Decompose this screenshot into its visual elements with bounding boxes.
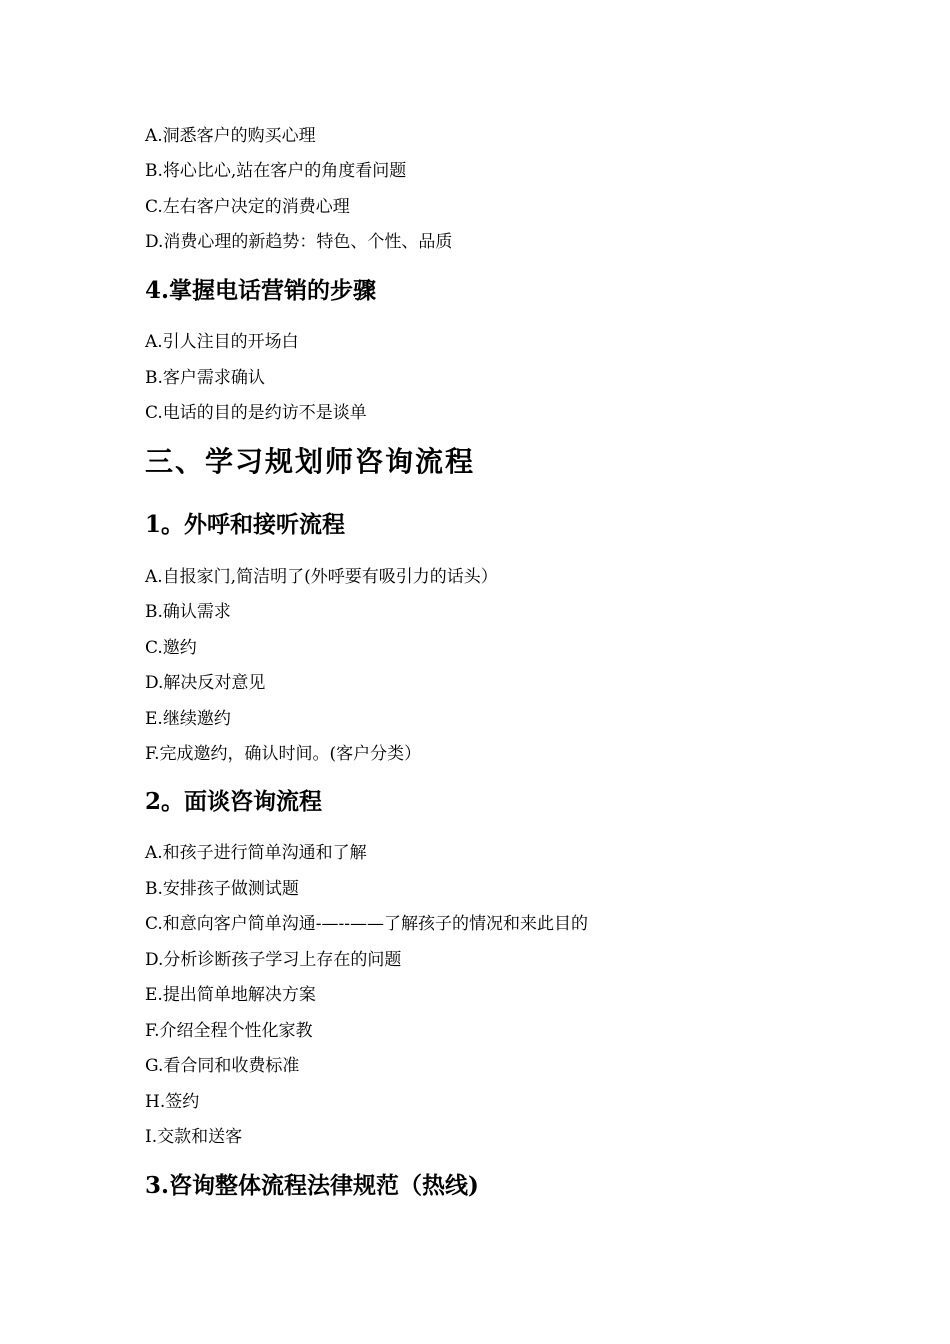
list-item: B.客户需求确认 [145,368,265,388]
section-heading-3: 3.咨询整体流程法律规范（热线) [145,1172,479,1199]
list-item: F.完成邀约，确认时间。(客户分类） [145,744,422,764]
list-item: C.邀约 [145,638,197,658]
list-item: D.消费心理的新趋势：特色、个性、品质 [145,232,453,252]
list-item: B.确认需求 [145,602,231,622]
list-item: E.继续邀约 [145,709,231,729]
chapter-heading: 三、学习规划师咨询流程 [145,445,476,478]
list-item: B.安排孩子做测试题 [145,879,299,899]
section-heading-2: 2。面谈咨询流程 [145,788,323,815]
list-item: B.将心比心,站在客户的角度看问题 [145,161,407,181]
list-item: I.交款和送客 [145,1127,243,1147]
list-item: H.签约 [145,1092,200,1112]
list-item: C.电话的目的是约访不是谈单 [145,403,367,423]
list-item: C.左右客户决定的消费心理 [145,197,350,217]
list-item: D.解决反对意见 [145,673,266,693]
section-heading-1: 1。外呼和接听流程 [145,511,346,538]
list-item: C.和意向客户简单沟通-—--——了解孩子的情况和来此目的 [145,914,589,934]
list-item: A.自报家门,简洁明了(外呼要有吸引力的话头） [145,567,498,587]
list-item: G.看合同和收费标准 [145,1056,300,1076]
list-item: A.和孩子进行简单沟通和了解 [145,843,367,863]
list-item: E.提出简单地解决方案 [145,985,316,1005]
list-item: A.洞悉客户的购买心理 [145,126,316,146]
section-heading-4: 4.掌握电话营销的步骤 [145,277,377,304]
list-item: A.引人注目的开场白 [145,332,299,352]
list-item: F.介绍全程个性化家教 [145,1021,313,1041]
list-item: D.分析诊断孩子学习上存在的问题 [145,950,402,970]
